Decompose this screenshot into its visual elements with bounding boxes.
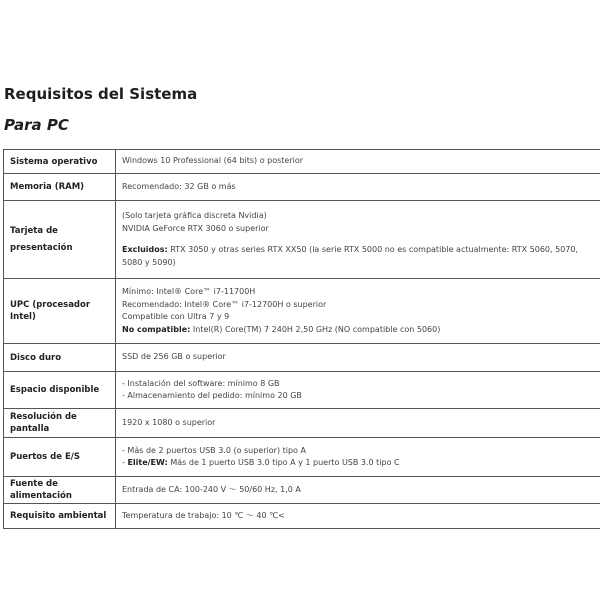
table-row xyxy=(4,344,600,372)
value-line-elite xyxy=(122,457,600,470)
row-label: Resolución de pantalla xyxy=(4,409,116,438)
value-line: Recomendado: Intel® Core™ i7-12700H o superior xyxy=(122,299,327,309)
bullet-prefix: - xyxy=(122,458,128,467)
value-line: Recomendado: 32 GB o más xyxy=(122,181,236,191)
table-row xyxy=(4,279,600,344)
bold-label: Elite/EW: xyxy=(127,458,168,467)
row-value xyxy=(116,504,600,529)
value-line: (Solo tarjeta gráfica discreta Nvidia) xyxy=(122,211,267,220)
row-value xyxy=(116,372,600,409)
table-row xyxy=(4,150,600,174)
row-value xyxy=(116,150,600,174)
table-row xyxy=(4,409,600,438)
value-line: Windows 10 Professional (64 bits) o posterior xyxy=(122,156,304,166)
value-text: Intel(R) Core(TM) 7 240H 2,50 GHz (NO compatible con 5060) xyxy=(190,324,441,334)
table-row xyxy=(4,477,600,504)
row-value xyxy=(116,409,600,438)
value-line: SSD de 256 GB o superior xyxy=(122,352,226,362)
value-line: - Más de 2 puertos USB 3.0 (o superior) tipo A xyxy=(122,445,306,455)
row-value xyxy=(116,279,600,344)
row-label xyxy=(4,201,116,279)
row-label: Fuente de alimentación xyxy=(4,477,116,504)
bold-label: No compatible: xyxy=(122,324,191,334)
value-line: Mínimo: Intel® Core™ i7-11700H xyxy=(122,287,256,296)
table-row xyxy=(4,504,600,529)
row-label: Memoria (RAM) xyxy=(4,174,116,201)
value-text: Más de 1 puerto USB 3.0 tipo A y 1 puerto USB 3.0 tipo C xyxy=(167,458,400,467)
value-line: Temperatura de trabajo: 10 ℃ ～ 40 ℃< xyxy=(122,510,285,520)
value-line: - Instalación del software: mínimo 8 GB xyxy=(122,378,280,388)
row-label-text: Tarjeta de presentación xyxy=(10,225,73,253)
value-text: RTX 3050 y otras series RTX XX50 (la serie RTX 5000 no es compatible actualmente: RTX 5060, 5070, 5080 y 5090) xyxy=(122,245,579,267)
value-line: - Almacenamiento del pedido: mínimo 20 GB xyxy=(122,391,302,400)
value-line: Entrada de CA: 100-240 V ～ 50/60 Hz, 1,0 A xyxy=(122,484,301,494)
row-value xyxy=(116,174,600,201)
value-line-not-compatible xyxy=(122,324,600,337)
row-label: Requisito ambiental xyxy=(4,504,116,529)
row-label: UPC (procesador Intel) xyxy=(4,279,116,344)
row-label: Sistema operativo xyxy=(4,150,116,174)
requirements-table xyxy=(3,149,600,529)
page-title: Requisitos del Sistema xyxy=(4,85,198,103)
table-row xyxy=(4,438,600,477)
row-label: Disco duro xyxy=(4,344,116,372)
value-line: NVIDIA GeForce RTX 3060 o superior xyxy=(122,223,269,233)
table-row xyxy=(4,174,600,201)
value-line-excluded xyxy=(122,244,592,269)
row-value xyxy=(116,201,600,279)
row-value xyxy=(116,438,600,477)
table-row xyxy=(4,372,600,409)
row-label: Puertos de E/S xyxy=(4,438,116,477)
bold-label: Excluidos: xyxy=(122,245,168,254)
row-value xyxy=(116,344,600,372)
row-value xyxy=(116,477,600,504)
table-row xyxy=(4,201,600,279)
row-label: Espacio disponible xyxy=(4,372,116,409)
value-line: 1920 x 1080 o superior xyxy=(122,417,216,427)
section-subtitle: Para PC xyxy=(4,116,69,134)
value-line: Compatible con Ultra 7 y 9 xyxy=(122,312,230,321)
